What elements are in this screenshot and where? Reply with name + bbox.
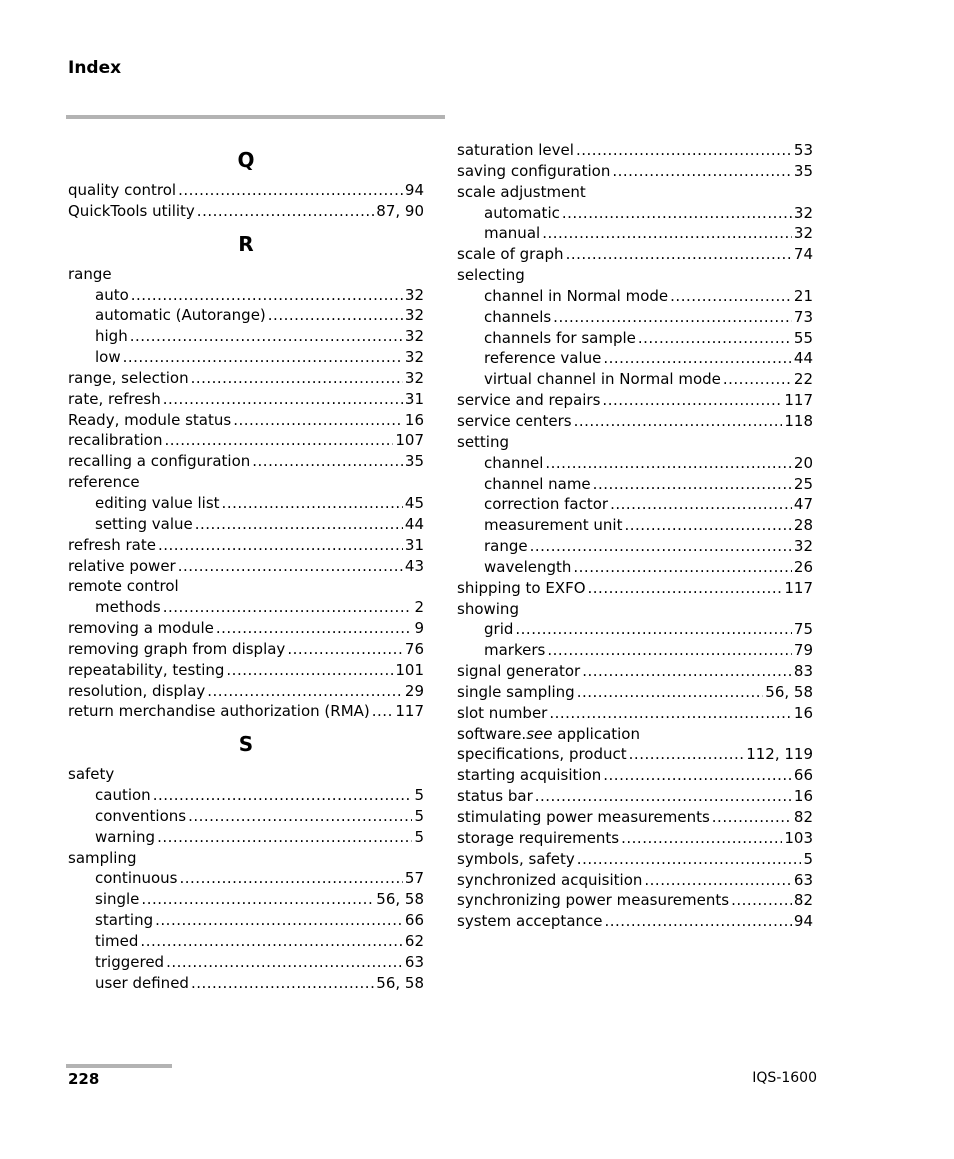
- index-subentry: [457, 557, 813, 578]
- index-page-refs: 5: [414, 827, 424, 846]
- index-term: channels: [484, 307, 552, 326]
- index-entry: [457, 411, 813, 432]
- index-subentry: [457, 536, 813, 557]
- index-page-refs: 35: [793, 161, 813, 180]
- index-page-refs: 103: [784, 828, 813, 847]
- leader-dots: [166, 952, 403, 973]
- index-subentry: [457, 453, 813, 474]
- index-subentry: [68, 889, 424, 910]
- index-page-refs: 112, 119: [746, 745, 813, 764]
- index-entry: [457, 161, 813, 182]
- leader-dots: [535, 786, 792, 807]
- index-page-refs: 63: [404, 952, 424, 971]
- leader-dots: [629, 744, 745, 765]
- leader-dots: [603, 348, 792, 369]
- index-term: saving configuration: [457, 161, 611, 180]
- leader-dots: [287, 639, 403, 660]
- index-entry: [68, 389, 424, 410]
- index-term: relative power: [68, 556, 176, 575]
- index-page-refs: 76: [404, 639, 424, 658]
- leader-dots: [573, 557, 792, 578]
- index-term: range: [484, 537, 528, 556]
- index-page-refs: 83: [793, 662, 813, 681]
- index-subentry: [457, 515, 813, 536]
- index-page-refs: 73: [793, 307, 813, 326]
- index-term: reference value: [484, 349, 602, 368]
- index-page-refs: 26: [793, 557, 813, 576]
- index-page-refs: 94: [793, 912, 813, 931]
- index-entry: [68, 410, 424, 431]
- index-page-refs: 16: [793, 787, 813, 806]
- index-page-refs: 66: [793, 766, 813, 785]
- leader-dots: [644, 870, 792, 891]
- index-page-refs: 21: [793, 286, 813, 305]
- leader-dots: [605, 911, 792, 932]
- index-page-refs: 32: [793, 203, 813, 222]
- index-subentry: [68, 806, 424, 827]
- index-page-refs: 45: [404, 493, 424, 512]
- index-term: starting: [95, 911, 154, 930]
- index-page-refs: 75: [793, 620, 813, 639]
- index-subentry: [68, 347, 424, 368]
- index-page-refs: 5: [414, 806, 424, 825]
- index-page-refs: 82: [793, 891, 813, 910]
- index-subentry: [68, 868, 424, 889]
- leader-dots: [530, 536, 792, 557]
- index-term: channel name: [484, 474, 591, 493]
- leader-dots: [610, 494, 792, 515]
- index-entry: [68, 451, 424, 472]
- index-subentry: [68, 952, 424, 973]
- index-term: removing graph from display: [68, 639, 286, 658]
- index-subentry: [68, 827, 424, 848]
- index-term: virtual channel in Normal mode: [484, 370, 721, 389]
- index-subentry: [457, 494, 813, 515]
- leader-dots: [372, 701, 394, 722]
- index-entry: [68, 681, 424, 702]
- leader-dots: [178, 556, 403, 577]
- index-term: range, selection: [68, 368, 189, 387]
- index-page-refs: 9: [414, 619, 424, 638]
- index-see-label: see: [526, 724, 553, 743]
- index-term: conventions: [95, 806, 187, 825]
- index-term: return merchandise authorization (RMA): [68, 702, 370, 721]
- index-subentry: [68, 493, 424, 514]
- index-entry: [457, 599, 813, 620]
- index-subentry: [68, 910, 424, 931]
- index-entry: [68, 535, 424, 556]
- index-page-refs: 5: [803, 849, 813, 868]
- index-entry: [68, 264, 424, 285]
- index-page-refs: 118: [784, 411, 813, 430]
- index-subentry: [457, 474, 813, 495]
- index-entry: [68, 701, 424, 722]
- index-section-letter: Q: [237, 148, 255, 172]
- index-column-right: [457, 140, 813, 932]
- index-term: scale adjustment: [457, 182, 586, 201]
- leader-dots: [603, 765, 792, 786]
- index-page-refs: 82: [793, 808, 813, 826]
- index-entry: [68, 430, 424, 451]
- index-term: repeatability, testing: [68, 660, 225, 679]
- index-term: scale of graph: [457, 245, 564, 264]
- leader-dots: [542, 223, 792, 244]
- index-term: setting value: [95, 514, 193, 533]
- index-entry: [457, 578, 813, 599]
- index-section-letter: R: [238, 231, 254, 256]
- index-page-refs: 117: [395, 702, 424, 721]
- index-term: triggered: [95, 952, 165, 971]
- index-term: methods: [95, 598, 161, 617]
- leader-dots: [577, 849, 802, 870]
- index-term: automatic: [484, 203, 560, 222]
- leader-dots: [582, 661, 792, 682]
- leader-dots: [226, 660, 393, 681]
- index-entry: [457, 390, 813, 411]
- index-entry: [68, 660, 424, 681]
- index-term: single sampling: [457, 682, 575, 701]
- index-page-refs: 35: [404, 452, 424, 471]
- index-subentry: [68, 973, 424, 994]
- leader-dots: [577, 682, 764, 703]
- index-subentry: [68, 305, 424, 326]
- leader-dots: [670, 286, 792, 307]
- leader-dots: [153, 785, 413, 806]
- index-page-refs: 56, 58: [765, 682, 813, 701]
- leader-dots: [130, 326, 403, 347]
- index-term: correction factor: [484, 495, 609, 514]
- leader-dots: [731, 890, 792, 911]
- leader-dots: [131, 285, 403, 306]
- leader-dots: [158, 535, 403, 556]
- index-page-refs: 28: [793, 516, 813, 535]
- leader-dots: [216, 618, 413, 639]
- index-entry: [68, 556, 424, 577]
- index-page-refs: 44: [404, 514, 424, 533]
- index-term: continuous: [95, 869, 178, 888]
- leader-dots: [252, 451, 403, 472]
- index-entry: [457, 786, 813, 807]
- index-subentry: [68, 514, 424, 535]
- leader-dots: [638, 328, 792, 349]
- index-page-refs: 94: [404, 181, 424, 199]
- index-page-refs: 47: [793, 495, 813, 514]
- index-entry: [68, 639, 424, 660]
- index-page-refs: 66: [404, 911, 424, 930]
- leader-dots: [515, 619, 792, 640]
- index-term: refresh rate: [68, 535, 156, 554]
- index-page-refs: 32: [404, 327, 424, 346]
- index-term: timed: [95, 932, 139, 950]
- page-header-title: Index: [68, 58, 122, 78]
- index-subentry: [457, 223, 813, 244]
- index-term: channel: [484, 453, 544, 472]
- leader-dots: [222, 493, 403, 514]
- index-subentry: [457, 619, 813, 640]
- index-page-refs: 29: [404, 681, 424, 700]
- index-term: status bar: [457, 787, 533, 806]
- index-term: rate, refresh: [68, 389, 161, 408]
- index-page-refs: 22: [793, 370, 813, 389]
- index-entry: [457, 744, 813, 765]
- index-entry: [457, 682, 813, 703]
- index-page-refs: 32: [793, 224, 813, 243]
- leader-dots: [593, 474, 792, 495]
- leader-dots: [163, 389, 403, 410]
- leader-dots: [141, 889, 374, 910]
- index-term: range: [68, 264, 112, 283]
- index-term: recalling a configuration: [68, 452, 251, 471]
- index-subentry: [457, 369, 813, 390]
- index-page-refs: 107: [395, 431, 424, 450]
- index-page-refs: 32: [404, 368, 424, 387]
- leader-dots: [191, 368, 403, 389]
- index-term: setting: [457, 432, 510, 451]
- index-term: recalibration: [68, 431, 163, 450]
- leader-dots: [612, 161, 792, 182]
- index-subentry: [457, 307, 813, 328]
- index-term: software.: [457, 724, 527, 743]
- index-page-refs: 79: [793, 641, 813, 660]
- index-term: QuickTools utility: [68, 201, 195, 220]
- index-term: storage requirements: [457, 828, 620, 847]
- leader-dots: [157, 827, 412, 848]
- index-entry: [457, 828, 813, 849]
- index-page-refs: 62: [404, 932, 424, 950]
- index-term: showing: [457, 599, 519, 618]
- index-subentry: [68, 785, 424, 806]
- index-subentry: [457, 203, 813, 224]
- index-term: automatic (Autorange): [95, 306, 266, 325]
- leader-dots: [233, 410, 403, 431]
- index-entry: [68, 368, 424, 389]
- index-subentry: [457, 286, 813, 307]
- header-divider: [66, 115, 445, 119]
- index-page-refs: 55: [793, 328, 813, 347]
- leader-dots: [180, 868, 403, 889]
- index-entry: [457, 182, 813, 203]
- index-term: high: [95, 327, 128, 346]
- index-subentry: [457, 640, 813, 661]
- index-term: caution: [95, 786, 151, 805]
- leader-dots: [712, 807, 792, 828]
- leader-dots: [155, 910, 403, 931]
- index-page-refs: 43: [404, 556, 424, 575]
- index-entry: [457, 870, 813, 891]
- leader-dots: [123, 347, 403, 368]
- leader-dots: [549, 703, 792, 724]
- index-term: selecting: [457, 266, 525, 285]
- index-page-refs: 16: [404, 410, 424, 429]
- leader-dots: [566, 244, 792, 265]
- index-page-refs: 56, 58: [376, 973, 424, 992]
- index-page-refs: 56, 58: [376, 890, 424, 909]
- leader-dots: [723, 369, 792, 390]
- leader-dots: [574, 411, 783, 432]
- index-section-letter: S: [238, 732, 254, 757]
- index-entry: [68, 180, 424, 201]
- leader-dots: [553, 307, 792, 328]
- leader-dots: [163, 597, 413, 618]
- index-entry: [68, 576, 424, 597]
- index-subentry: [457, 348, 813, 369]
- index-term: editing value list: [95, 493, 220, 512]
- index-term: wavelength: [484, 557, 572, 576]
- index-page-refs: 87, 90: [376, 201, 424, 220]
- index-entry: [68, 201, 424, 222]
- index-page-refs: 44: [793, 349, 813, 368]
- index-term: starting acquisition: [457, 766, 602, 785]
- index-term: specifications, product: [457, 745, 627, 764]
- index-term: signal generator: [457, 662, 581, 681]
- leader-dots: [195, 514, 403, 535]
- leader-dots: [188, 806, 412, 827]
- index-column-left: [68, 140, 424, 994]
- leader-dots: [268, 305, 403, 326]
- index-entry: [457, 661, 813, 682]
- index-term: symbols, safety: [457, 849, 575, 868]
- leader-dots: [547, 640, 792, 661]
- index-term: auto: [95, 285, 129, 304]
- index-subentry: [68, 326, 424, 347]
- index-entry: [68, 848, 424, 869]
- index-term: safety: [68, 765, 115, 784]
- index-page-refs: 32: [793, 537, 813, 556]
- index-term: shipping to EXFO: [457, 578, 586, 597]
- index-subentry: [68, 285, 424, 306]
- index-entry: [457, 244, 813, 265]
- index-term: reference: [68, 473, 140, 492]
- index-page-refs: 53: [793, 141, 813, 159]
- index-page-refs: 63: [793, 870, 813, 889]
- index-see-target: application: [557, 724, 640, 743]
- index-term: resolution, display: [68, 681, 206, 700]
- document-id: IQS-1600: [752, 1070, 817, 1086]
- index-term: manual: [484, 224, 541, 243]
- index-page-refs: 101: [395, 660, 424, 679]
- leader-dots: [602, 390, 782, 411]
- index-term: channels for sample: [484, 328, 636, 347]
- leader-dots: [576, 140, 792, 161]
- index-subentry: [457, 328, 813, 349]
- leader-dots: [178, 180, 403, 201]
- leader-dots: [562, 203, 792, 224]
- index-term: Ready, module status: [68, 410, 232, 429]
- leader-dots: [197, 201, 374, 222]
- index-entry: [457, 849, 813, 870]
- index-entry: [457, 265, 813, 286]
- leader-dots: [545, 453, 792, 474]
- index-subentry: [68, 931, 424, 952]
- index-term: slot number: [457, 703, 548, 722]
- footer-divider: [66, 1064, 172, 1068]
- index-entry: [457, 765, 813, 786]
- index-entry: [457, 807, 813, 828]
- index-term: remote control: [68, 577, 179, 596]
- index-page-refs: 32: [404, 285, 424, 304]
- index-entry: [457, 432, 813, 453]
- index-page-refs: 16: [793, 703, 813, 722]
- index-page-refs: 117: [784, 391, 813, 410]
- leader-dots: [191, 973, 374, 994]
- index-entry: [457, 703, 813, 724]
- index-entry: [457, 890, 813, 911]
- index-entry: [457, 140, 813, 161]
- index-term: quality control: [68, 181, 177, 199]
- index-page-refs: 31: [404, 535, 424, 554]
- index-term: markers: [484, 641, 546, 660]
- index-page-refs: 5: [414, 786, 424, 805]
- index-term: removing a module: [68, 619, 214, 638]
- index-page-refs: 32: [404, 306, 424, 325]
- leader-dots: [588, 578, 783, 599]
- index-page-refs: 57: [404, 869, 424, 888]
- index-term: saturation level: [457, 141, 574, 159]
- leader-dots: [207, 681, 403, 702]
- index-entry: [68, 764, 424, 785]
- index-term: measurement unit: [484, 516, 623, 535]
- leader-dots: [164, 430, 393, 451]
- index-term: grid: [484, 620, 514, 639]
- index-entry: [68, 472, 424, 493]
- index-page-refs: 20: [793, 453, 813, 472]
- index-page-refs: 2: [414, 598, 424, 617]
- index-subentry: [68, 597, 424, 618]
- leader-dots: [624, 515, 791, 536]
- index-term: synchronized acquisition: [457, 870, 643, 889]
- leader-dots: [140, 931, 402, 952]
- leader-dots: [621, 828, 782, 849]
- index-term: sampling: [68, 848, 137, 867]
- index-entry: [68, 618, 424, 639]
- index-term: stimulating power measurements: [457, 808, 710, 826]
- index-page-refs: 31: [404, 389, 424, 408]
- index-term: channel in Normal mode: [484, 286, 669, 305]
- index-page-refs: 74: [793, 245, 813, 264]
- index-entry: [457, 724, 813, 745]
- index-term: warning: [95, 827, 156, 846]
- index-entry: [457, 911, 813, 932]
- page-number: 228: [68, 1070, 100, 1088]
- index-page-refs: 25: [793, 474, 813, 493]
- index-term: single: [95, 890, 140, 909]
- index-page-refs: 32: [404, 348, 424, 367]
- index-term: synchronizing power measurements: [457, 891, 730, 910]
- index-term: user defined: [95, 973, 189, 992]
- index-term: service centers: [457, 411, 572, 430]
- index-page-refs: 117: [784, 578, 813, 597]
- index-term: service and repairs: [457, 391, 601, 410]
- index-term: low: [95, 348, 121, 367]
- index-term: system acceptance: [457, 912, 603, 931]
